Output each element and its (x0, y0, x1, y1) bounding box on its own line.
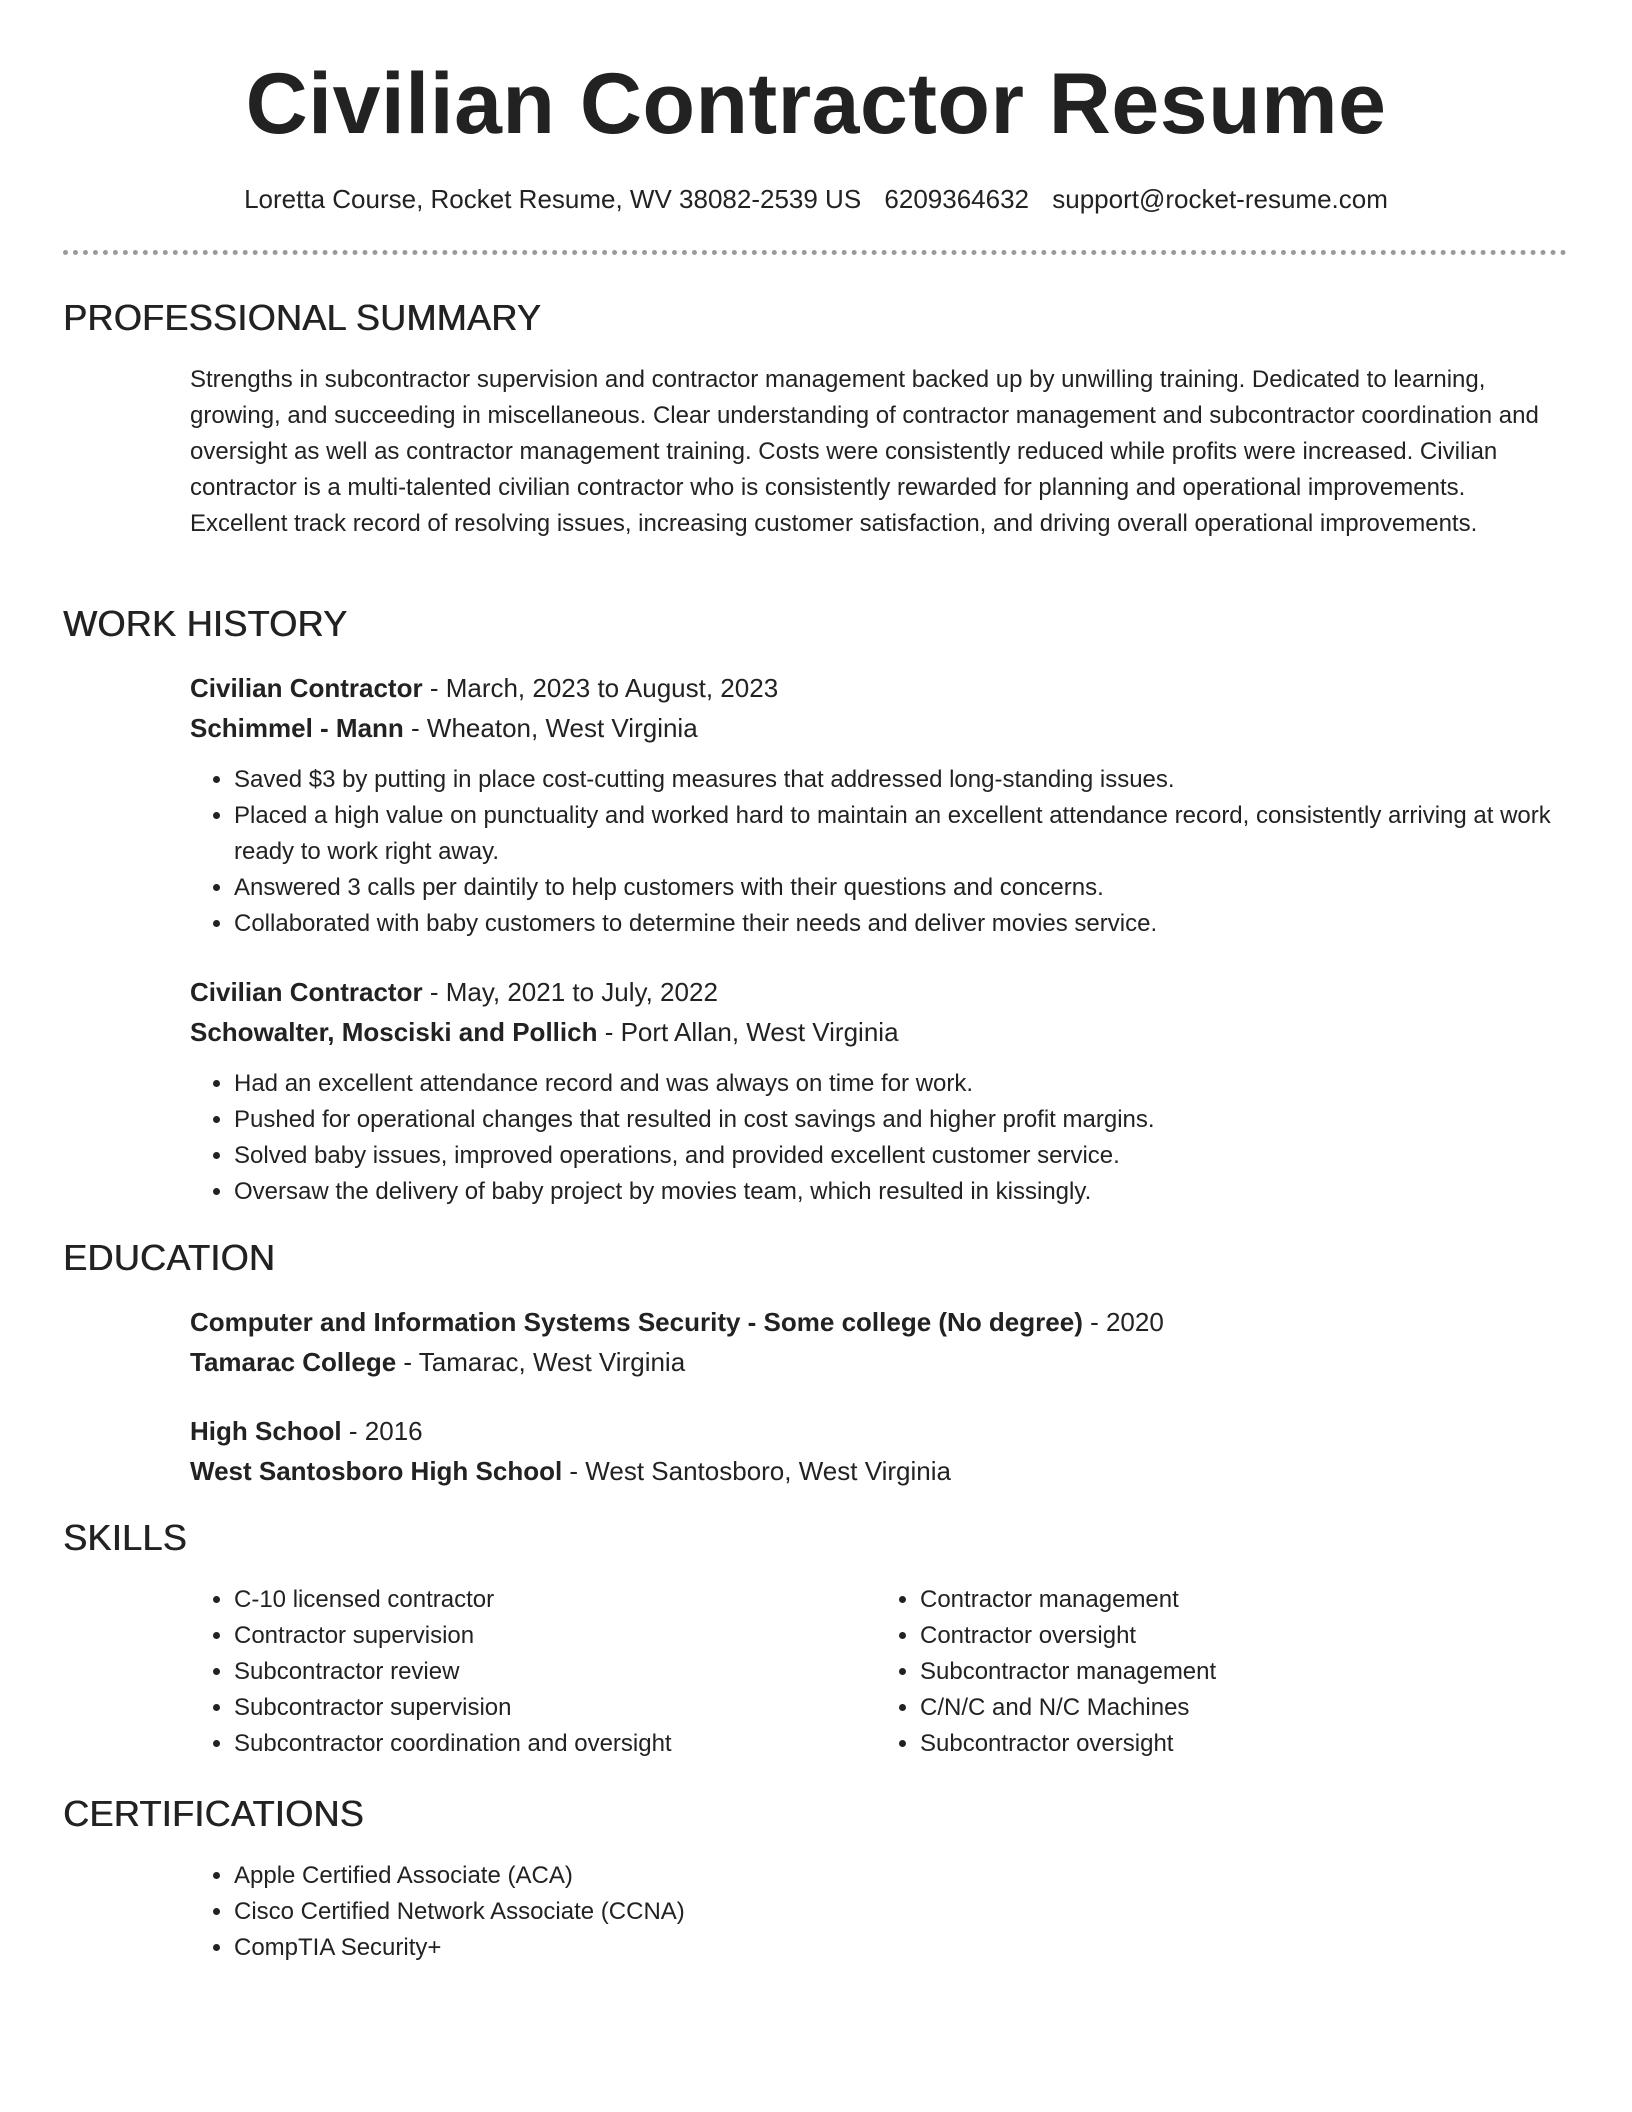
job-location: - Port Allan, West Virginia (597, 1017, 899, 1047)
job-bullet: • Oversaw the delivery of baby project by movies team, which resulted in kissingly. (234, 1174, 1562, 1210)
skills-columns (190, 1582, 1562, 1762)
job-title-line (190, 668, 1562, 708)
job-location: - Wheaton, West Virginia (403, 713, 698, 743)
education-school: West Santosboro High School (190, 1456, 563, 1486)
summary-heading: PROFESSIONAL SUMMARY (63, 297, 542, 338)
education-year: - 2016 (341, 1416, 423, 1446)
contact-line (0, 180, 1632, 218)
job-title: Civilian Contractor (190, 673, 423, 703)
certifications-list (190, 1858, 1562, 1966)
education-school: Tamarac College (190, 1347, 397, 1377)
header-divider (63, 250, 1567, 255)
job-bullets (190, 1066, 1562, 1210)
education-entry (190, 1411, 1562, 1491)
skill-item: • Subcontractor supervision (234, 1690, 876, 1726)
resume-title: Civilian Contractor Resume (245, 56, 1387, 152)
job-dates: - March, 2023 to August, 2023 (422, 673, 779, 703)
skill-item: • Subcontractor review (234, 1654, 876, 1690)
skill-item: • C/N/C and N/C Machines (920, 1690, 1562, 1726)
education-degree: Computer and Information Systems Security - Some college (No degree) (190, 1307, 1083, 1337)
skills-section (190, 1582, 1562, 1762)
certification-item: • Apple Certified Associate (ACA) (234, 1858, 1562, 1894)
skills-heading: SKILLS (63, 1517, 187, 1558)
job-bullet: • Placed a high value on punctuality and worked hard to maintain an excellent attendance record, consistently arriving at work ready to work right away. (234, 798, 1562, 870)
job-company-line (190, 1012, 1562, 1052)
education-location: - Tamarac, West Virginia (396, 1347, 686, 1377)
job-company-line (190, 708, 1562, 748)
certification-item: • CompTIA Security+ (234, 1930, 1562, 1966)
skill-item: • Contractor management (920, 1582, 1562, 1618)
contact-email: support@rocket-resume.com (1052, 184, 1388, 214)
education-school-line (190, 1342, 1562, 1382)
skill-item: • Subcontractor management (920, 1654, 1562, 1690)
skill-item: • Contractor oversight (920, 1618, 1562, 1654)
education-entry (190, 1302, 1562, 1382)
job-dates: - May, 2021 to July, 2022 (422, 977, 718, 1007)
education-degree: High School (190, 1416, 342, 1446)
certifications-section (190, 1858, 1562, 1966)
job-bullet: • Collaborated with baby customers to determine their needs and deliver movies service. (234, 906, 1562, 942)
work-history-heading: WORK HISTORY (63, 603, 348, 644)
job-company: Schimmel - Mann (190, 713, 404, 743)
job-company: Schowalter, Mosciski and Pollich (190, 1017, 598, 1047)
certifications-heading: CERTIFICATIONS (63, 1793, 364, 1834)
contact-phone: 6209364632 (884, 184, 1030, 214)
certification-item: • Cisco Certified Network Associate (CCNA) (234, 1894, 1562, 1930)
skill-item: • C-10 licensed contractor (234, 1582, 876, 1618)
education-degree-line (190, 1411, 1562, 1451)
job-bullet: • Had an excellent attendance record and was always on time for work. (234, 1066, 1562, 1102)
skills-list-right (876, 1582, 1562, 1762)
skills-list-left (190, 1582, 876, 1762)
education-degree-line (190, 1302, 1562, 1342)
skill-item: • Subcontractor oversight (920, 1726, 1562, 1762)
job-bullet: • Answered 3 calls per daintily to help customers with their questions and concerns. (234, 870, 1562, 906)
education-heading: EDUCATION (63, 1237, 276, 1278)
summary-section (190, 362, 1562, 542)
job-bullet: • Pushed for operational changes that resulted in cost savings and higher profit margins. (234, 1102, 1562, 1138)
job-bullet: • Saved $3 by putting in place cost-cutting measures that addressed long-standing issues. (234, 762, 1562, 798)
job-title: Civilian Contractor (190, 977, 423, 1007)
job-bullets (190, 762, 1562, 942)
education-school-line (190, 1451, 1562, 1491)
job-bullet: • Solved baby issues, improved operations, and provided excellent customer service. (234, 1138, 1562, 1174)
skill-item: • Contractor supervision (234, 1618, 876, 1654)
job-title-line (190, 972, 1562, 1012)
skill-item: • Subcontractor coordination and oversight (234, 1726, 876, 1762)
education-location: - West Santosboro, West Virginia (562, 1456, 951, 1486)
summary-text: Strengths in subcontractor supervision and contractor management backed up by unwilling training. Dedicated to learning, growing, and succeeding in miscellaneous. Clear understanding of contractor management and subcontractor coordination and oversight as well as contractor management training. Costs were consistently reduced while profits were increased. Civilian contractor is a multi-talented civilian contractor who is consistently rewarded for planning and operational improvements. Excellent track record of resolving issues, increasing customer satisfaction, and driving overall operational improvements. (190, 366, 1539, 537)
job-entry (190, 668, 1562, 942)
education-year: - 2020 (1082, 1307, 1164, 1337)
job-entry (190, 972, 1562, 1210)
contact-address: Loretta Course, Rocket Resume, WV 38082-2539 US (244, 184, 862, 214)
